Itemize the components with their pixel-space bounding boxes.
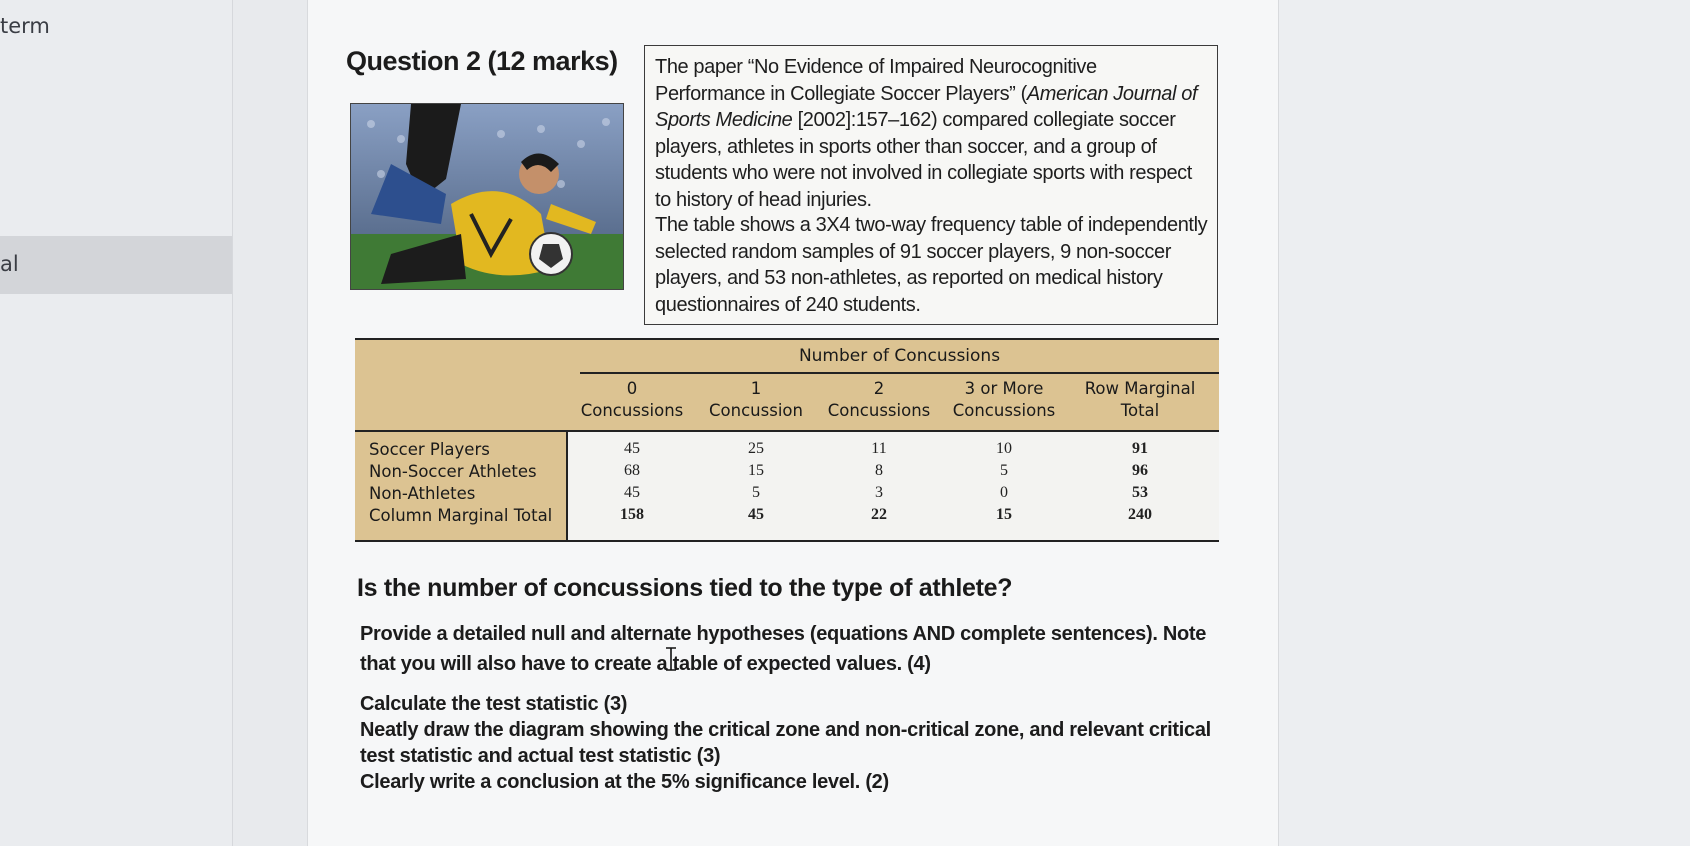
right-margin <box>1279 0 1690 846</box>
sidebar-item-al[interactable] <box>0 236 232 294</box>
table-cell: 0 <box>1000 484 1008 501</box>
table-cell: 240 <box>1128 506 1152 523</box>
header-divider <box>355 430 1219 432</box>
question-title: Question 2 (12 marks) <box>346 46 618 76</box>
column-group-label: Number of Concussions <box>798 346 1001 366</box>
soccer-photo <box>350 103 624 290</box>
table-cell: 8 <box>875 462 883 479</box>
table-cell: 10 <box>996 440 1012 457</box>
description-paragraph-1: The paper “No Evidence of Impaired Neurocognitive Performance in Collegiate Soccer Players” (American Journal of Sports Medicine [2002]:157–162) compared collegiate soccer players, athletes in sports other than soccer, and a group of students who were not involved in collegiate sports with respect to history of head injuries. <box>655 56 1198 211</box>
column-group-divider <box>580 372 1219 374</box>
text-cursor-icon <box>664 646 678 672</box>
row-label-column-total: Column Marginal Total <box>369 506 553 525</box>
column-header-total: Row Marginal Total <box>1084 379 1196 420</box>
column-header-3: 3 or More Concussions <box>952 379 1056 420</box>
sidebar-item-label: al <box>0 252 19 276</box>
row-label-soccer: Soccer Players <box>369 440 490 459</box>
table-cell: 45 <box>624 484 640 501</box>
description-box <box>644 45 1218 325</box>
instruction-conclusion: Clearly write a conclusion at the 5% significance level. (2) <box>360 771 889 793</box>
instruction-diagram: Neatly draw the diagram showing the critical zone and non-critical zone, and relevant critical test statistic and actual test statistic (3) <box>360 719 1211 767</box>
table-cell: 15 <box>748 462 764 479</box>
sidebar <box>0 0 233 846</box>
table-cell: 3 <box>875 484 883 501</box>
table-cell: 68 <box>624 462 640 479</box>
question-heading: Is the number of concussions tied to the type of athlete? <box>357 574 1013 602</box>
instruction-test-statistic: Calculate the test statistic (3) <box>360 693 628 715</box>
column-header-2: 2 Concussions <box>827 379 931 420</box>
table-cell: 22 <box>871 506 887 523</box>
table-cell: 96 <box>1132 462 1148 479</box>
instruction-hypotheses: Provide a detailed null and alternate hypotheses (equations AND complete sentences). Note that you will also have to create a table of expected values. (4) <box>360 623 1207 675</box>
column-header-0: 0 Concussions <box>580 379 684 420</box>
table-cell: 15 <box>996 506 1012 523</box>
table-cell: 91 <box>1132 440 1148 457</box>
table-cell: 5 <box>752 484 760 501</box>
row-label-non-athletes: Non-Athletes <box>369 484 476 503</box>
table-cell: 53 <box>1132 484 1148 501</box>
table-cell: 158 <box>620 506 644 523</box>
table-cell: 5 <box>1000 462 1008 479</box>
sidebar-item-term[interactable]: term <box>0 14 50 38</box>
table-cell: 25 <box>748 440 764 457</box>
sidebar-gutter <box>233 0 307 846</box>
table-cell: 45 <box>748 506 764 523</box>
row-label-non-soccer: Non-Soccer Athletes <box>369 462 537 481</box>
table-cell: 45 <box>624 440 640 457</box>
table-cell: 11 <box>871 440 887 457</box>
description-paragraph-2: The table shows a 3X4 two-way frequency table of independently selected random samples of 91 soccer players, 9 non-soccer players, and 53 non-athletes, as reported on medical history questionnaires of 240 students. <box>655 214 1208 316</box>
frequency-table <box>355 338 1219 542</box>
column-header-1: 1 Concussion <box>709 379 803 420</box>
instruction-list <box>360 691 1220 795</box>
